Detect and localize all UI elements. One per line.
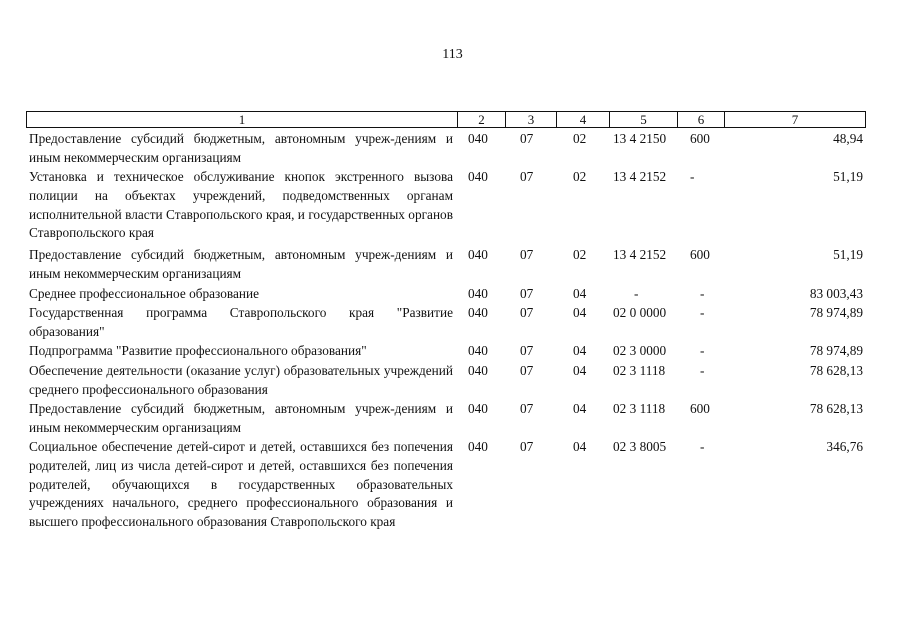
row-col-6: - [700, 363, 705, 378]
row-col-2: 040 [468, 401, 488, 416]
row-col-3: 07 [520, 131, 534, 146]
row-col-7: 78 974,89 [809, 343, 863, 358]
row-col-5: 13 4 2150 [613, 131, 667, 146]
row-col-7: 346,76 [826, 439, 863, 454]
row-col-4: 04 [573, 363, 587, 378]
column-header-4: 4 [556, 112, 609, 127]
row-col-7: 78 974,89 [809, 305, 863, 320]
row-col-3: 07 [520, 286, 534, 301]
row-col-4: 04 [573, 343, 587, 358]
row-col-6: - [700, 305, 705, 320]
row-col-6: 600 [690, 401, 710, 416]
row-description: Подпрограмма "Развитие профессионального образования" [29, 343, 367, 358]
row-col-3: 07 [520, 439, 534, 454]
column-header-1: 1 [238, 112, 246, 127]
row-description: Предоставление субсидий бюджетным, автономным учреж-дениям и иным некоммерческим организациям [29, 401, 453, 435]
row-col-3: 07 [520, 401, 534, 416]
row-col-4: 04 [573, 305, 587, 320]
row-col-5: 13 4 2152 [613, 247, 667, 262]
row-description: Предоставление субсидий бюджетным, автономным учреж-дениям и иным некоммерческим организациям [29, 247, 453, 281]
row-col-4: 02 [573, 169, 587, 184]
row-col-2: 040 [468, 343, 488, 358]
row-col-6: - [700, 439, 705, 454]
row-col-5: 02 3 0000 [613, 343, 667, 358]
row-col-6: 600 [690, 247, 710, 262]
row-col-2: 040 [468, 363, 488, 378]
row-col-4: 04 [573, 401, 587, 416]
row-col-2: 040 [468, 247, 488, 262]
row-description: Государственная программа Ставропольского края "Развитие образования" [29, 305, 453, 339]
table-header [26, 111, 866, 128]
row-col-5: - [634, 286, 639, 301]
row-col-3: 07 [520, 169, 534, 184]
row-col-6: - [700, 286, 705, 301]
row-col-4: 04 [573, 286, 587, 301]
row-description: Предоставление субсидий бюджетным, автономным учреж-дениям и иным некоммерческим организациям [29, 131, 453, 165]
row-description: Установка и техническое обслуживание кнопок экстренного вызова полиции на объектах учреждений, подведомственных органам исполнительной власти Ставропольского края, и государственных органов Ставропольского края [29, 169, 453, 241]
column-header-5: 5 [609, 112, 677, 127]
row-col-7: 78 628,13 [809, 401, 863, 416]
column-header-7: 7 [724, 112, 865, 127]
row-description: Обеспечение деятельности (оказание услуг) образовательных учреждений среднего профессионального образования [29, 363, 453, 397]
row-col-7: 51,19 [833, 247, 863, 262]
row-col-2: 040 [468, 169, 488, 184]
row-col-7: 48,94 [833, 131, 863, 146]
row-col-5: 13 4 2152 [613, 169, 667, 184]
row-col-7: 83 003,43 [809, 286, 863, 301]
column-header-3: 3 [505, 112, 556, 127]
row-col-4: 02 [573, 131, 587, 146]
row-description: Среднее профессиональное образование [29, 286, 259, 301]
column-header-6: 6 [677, 112, 724, 127]
row-col-7: 78 628,13 [809, 363, 863, 378]
row-col-3: 07 [520, 343, 534, 358]
row-col-5: 02 3 8005 [613, 439, 667, 454]
row-col-2: 040 [468, 131, 488, 146]
row-col-7: 51,19 [833, 169, 863, 184]
row-col-4: 02 [573, 247, 587, 262]
row-col-3: 07 [520, 363, 534, 378]
row-description: Социальное обеспечение детей-сирот и детей, оставшихся без попечения родителей, лиц из числа детей-сирот и детей, оставшихся без попечения родителей, обучающихся в государственных образовательных учреждениях начального, среднего профессионального образования и высшего профессионального образования Ставропольского края [29, 439, 453, 530]
row-col-2: 040 [468, 305, 488, 320]
row-col-3: 07 [520, 305, 534, 320]
row-col-4: 04 [573, 439, 587, 454]
row-col-6: 600 [690, 131, 710, 146]
column-header-2: 2 [457, 112, 505, 127]
row-col-2: 040 [468, 439, 488, 454]
row-col-3: 07 [520, 247, 534, 262]
row-col-5: 02 0 0000 [613, 305, 667, 320]
row-col-2: 040 [468, 286, 488, 301]
row-col-5: 02 3 1118 [613, 401, 666, 416]
row-col-6: - [690, 169, 695, 184]
row-col-6: - [700, 343, 705, 358]
row-col-5: 02 3 1118 [613, 363, 666, 378]
page-number: 113 [442, 47, 463, 62]
